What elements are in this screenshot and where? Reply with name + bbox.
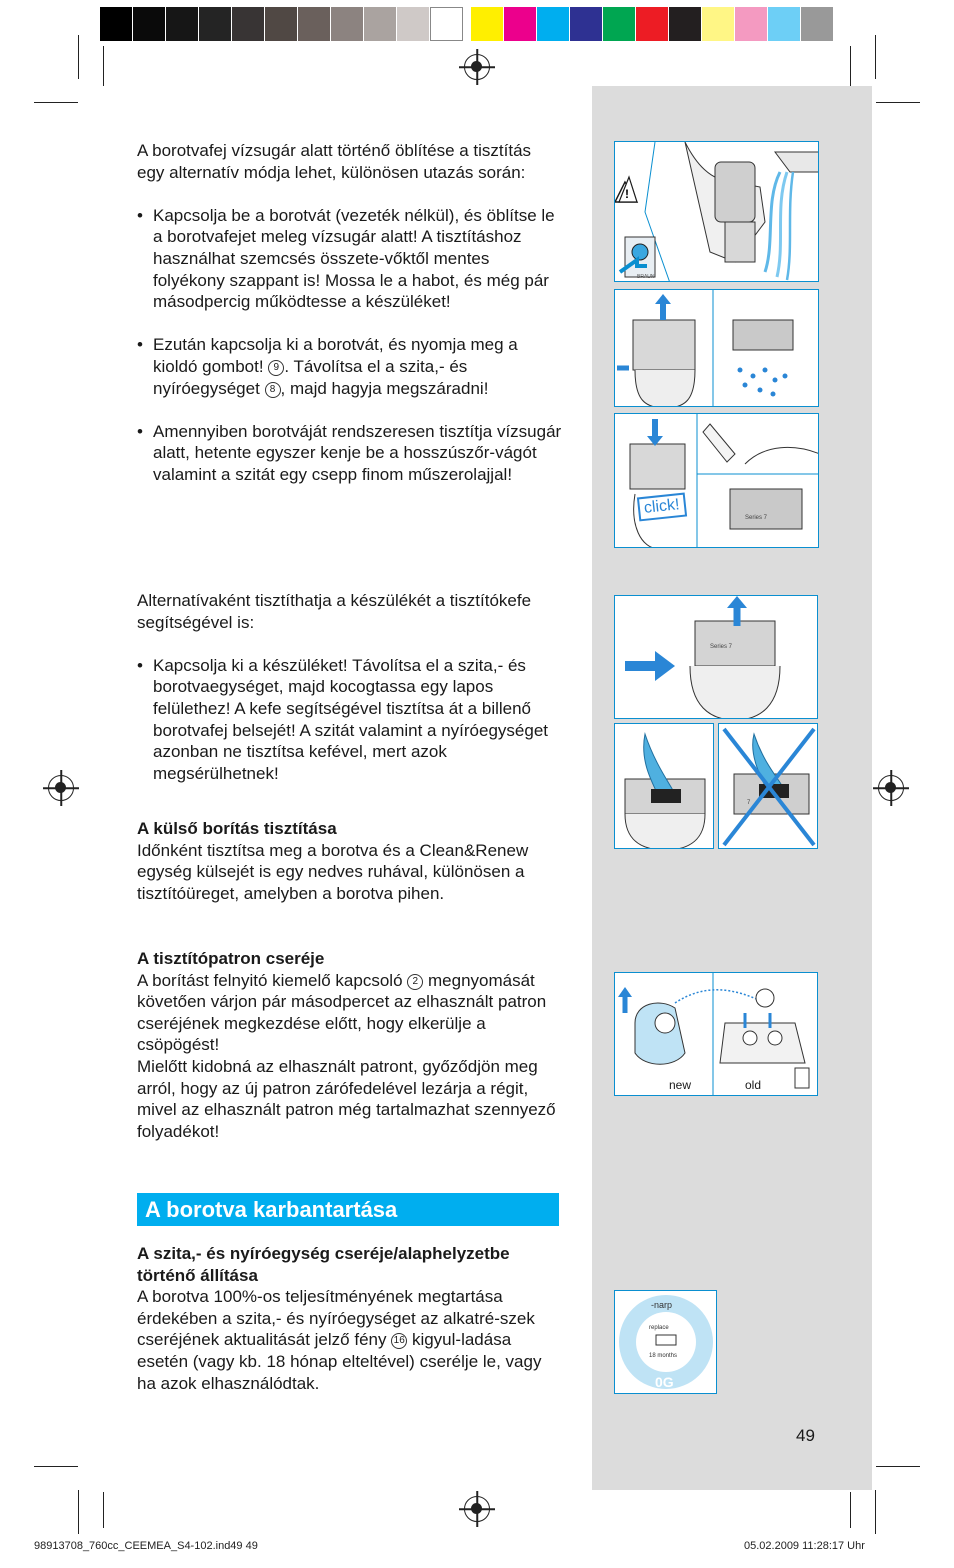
color-calibration-bar — [100, 7, 834, 41]
ref-number-icon: 16 — [391, 1333, 407, 1349]
footer-timestamp: 05.02.2009 11:28:17 Uhr — [744, 1540, 865, 1552]
color-swatch — [364, 7, 397, 41]
cartridge-body-2: Mielőtt kidobná az elhasznált patront, győződjön meg arról, hogy az új patron zárófedelével lezárja a régit, mivel az elhasznált patron még tartalmazhat szennyező folyadékot! — [137, 1056, 556, 1141]
color-swatch — [471, 7, 504, 41]
color-swatch — [166, 7, 199, 41]
crop-mark — [34, 102, 78, 103]
crop-mark — [103, 1492, 104, 1528]
rinse-bullet-2: • Ezután kapcsolja ki a borotvát, és nyomja meg a kioldó gombot! 9 . Távolítsa el a szita,- és nyíróegységet 8 , majd hagyja megszáradni! — [137, 334, 562, 399]
color-swatch — [397, 7, 430, 41]
svg-text:-narp: -narp — [651, 1300, 673, 1310]
cartridge-heading: A tisztítópatron cseréje — [137, 949, 325, 968]
oil-illustration — [615, 414, 819, 548]
brush-bullet-1: • Kapcsolja ki a készüléket! Távolítsa el a szita,- és borotvaegységet, majd kocogtassa egy lapos felülethez! A kefe segítségével tisztítsa át a billenő borotvafej belsejét! A szitát valamint a nyíróegységet azonban ne tisztítsa kefével, mert azok megsérülhetnek! — [137, 655, 562, 785]
registration-mark-icon — [878, 775, 904, 801]
svg-text:Series 7: Series 7 — [745, 515, 768, 521]
remove-foil-illustration — [615, 290, 819, 407]
cartridge-body: A borítást felnyitó kiemelő kapcsoló 2 megnyomását követően várjon pár másodpercet az elhasznált patron cseréjének megkezdése előtt, hogy elkerülje a csöpögést! — [137, 970, 547, 1055]
rinse-section — [137, 140, 562, 486]
footer-file-info: 98913708_760cc_CEEMEA_S4-102.ind49 49 — [34, 1540, 258, 1552]
color-swatch — [331, 7, 364, 41]
brush-ok-illustration — [615, 724, 714, 849]
cartridge-section — [137, 948, 562, 1142]
housing-section — [137, 818, 562, 904]
maintenance-section — [137, 1243, 562, 1394]
maintenance-body: A borotva 100%-os teljesítményének megtartása érdekében a szita,- és nyíróegységet az alkatré-szek cseréjének aktualitását jelző fény 16 kigyul-ladása esetén (vagy kb. 18 hónap elteltével) cserélje le, vagy ha azok elhasználódtak. — [137, 1287, 542, 1393]
replace-indicator-icon — [615, 1291, 717, 1394]
color-swatch — [504, 7, 537, 41]
crop-mark — [875, 35, 876, 79]
svg-text:18 months: 18 months — [649, 1353, 678, 1359]
old-label: old — [745, 1078, 762, 1092]
svg-text:0G: 0G — [655, 1374, 674, 1390]
registration-mark-icon — [464, 1496, 490, 1522]
brush-lead: Alternatívaként tisztíthatja a készülékét a tisztítókefe segítségével is: — [137, 591, 532, 632]
crop-mark — [850, 46, 851, 86]
crop-mark — [78, 35, 79, 79]
crop-mark — [34, 1466, 78, 1467]
new-label: new — [669, 1078, 692, 1092]
color-swatch — [768, 7, 801, 41]
crop-mark — [78, 1490, 79, 1534]
ref-number-icon: 8 — [265, 382, 281, 398]
color-swatch — [570, 7, 603, 41]
figure-brush — [614, 723, 714, 849]
color-swatch — [702, 7, 735, 41]
brush-section — [137, 590, 562, 784]
brush-forbidden-illustration — [719, 724, 818, 849]
crop-mark — [850, 1492, 851, 1528]
svg-text:7: 7 — [747, 800, 751, 806]
crop-mark — [103, 46, 104, 86]
ref-number-icon: 9 — [268, 360, 284, 376]
figure-oil — [614, 413, 819, 548]
svg-text:!: ! — [625, 187, 629, 201]
figure-replace-indicator — [614, 1290, 717, 1394]
color-swatch — [669, 7, 702, 41]
rinse-bullet-3: • Amennyiben borotváját rendszeresen tisztítja vízsugár alatt, hetente egyszer kenje be a hosszúszőr-vágót valamint a szitát egy csepp finom műszerolajjal! — [137, 421, 562, 486]
crop-mark — [876, 1466, 920, 1467]
svg-text:BRAUN: BRAUN — [637, 274, 655, 280]
color-swatch — [735, 7, 768, 41]
cartridge-illustration — [615, 973, 818, 1096]
registration-mark-icon — [48, 775, 74, 801]
color-swatch — [133, 7, 166, 41]
color-swatch — [430, 7, 463, 41]
svg-text:replace: replace — [649, 1325, 669, 1331]
section-title-bar: A borotva karbantartása — [137, 1193, 559, 1226]
housing-heading: A külső borítás tisztítása — [137, 819, 337, 838]
color-swatch — [232, 7, 265, 41]
color-swatch — [537, 7, 570, 41]
crop-mark — [875, 1490, 876, 1534]
color-swatch — [603, 7, 636, 41]
rinse-bullet-1: • Kapcsolja be a borotvát (vezeték nélkül), és öblítse le a borotvafejet meleg vízsugár alatt! A tisztításhoz használhat szemcsés összete-vőktől mentes folyékony szappant is! Mossa le a habot, és még pár másodpercig működtesse a készüléket! — [137, 205, 562, 313]
click-label: click! — [637, 493, 687, 522]
tap-head-illustration — [615, 596, 818, 719]
figure-rinse — [614, 141, 819, 282]
rinse-lead: A borotvafej vízsugár alatt történő öblítése a tisztítás egy alternatív módja lehet, különösen utazás során: — [137, 141, 532, 182]
rinse-illustration — [615, 142, 819, 282]
maintenance-heading: A szita,- és nyíróegység cseréje/alaphelyzetbe történő állítása — [137, 1244, 510, 1285]
figure-remove-foil — [614, 289, 819, 407]
crop-mark — [876, 102, 920, 103]
color-swatch — [265, 7, 298, 41]
color-swatch — [636, 7, 669, 41]
color-swatch — [100, 7, 133, 41]
figure-tap-head — [614, 595, 818, 719]
registration-mark-icon — [464, 54, 490, 80]
svg-text:Series 7: Series 7 — [710, 644, 733, 650]
color-swatch — [298, 7, 331, 41]
color-swatch — [199, 7, 232, 41]
ref-number-icon: 2 — [407, 974, 423, 990]
color-swatch — [801, 7, 834, 41]
page-number: 49 — [796, 1426, 815, 1445]
figure-cartridge — [614, 972, 818, 1096]
housing-body: Időnként tisztítsa meg a borotva és a Clean&Renew egység külsejét is egy nedves ruhával, különösen a tisztítóüreget, amelyben a borotva pihen. — [137, 840, 529, 903]
figure-brush-forbidden — [718, 723, 818, 849]
